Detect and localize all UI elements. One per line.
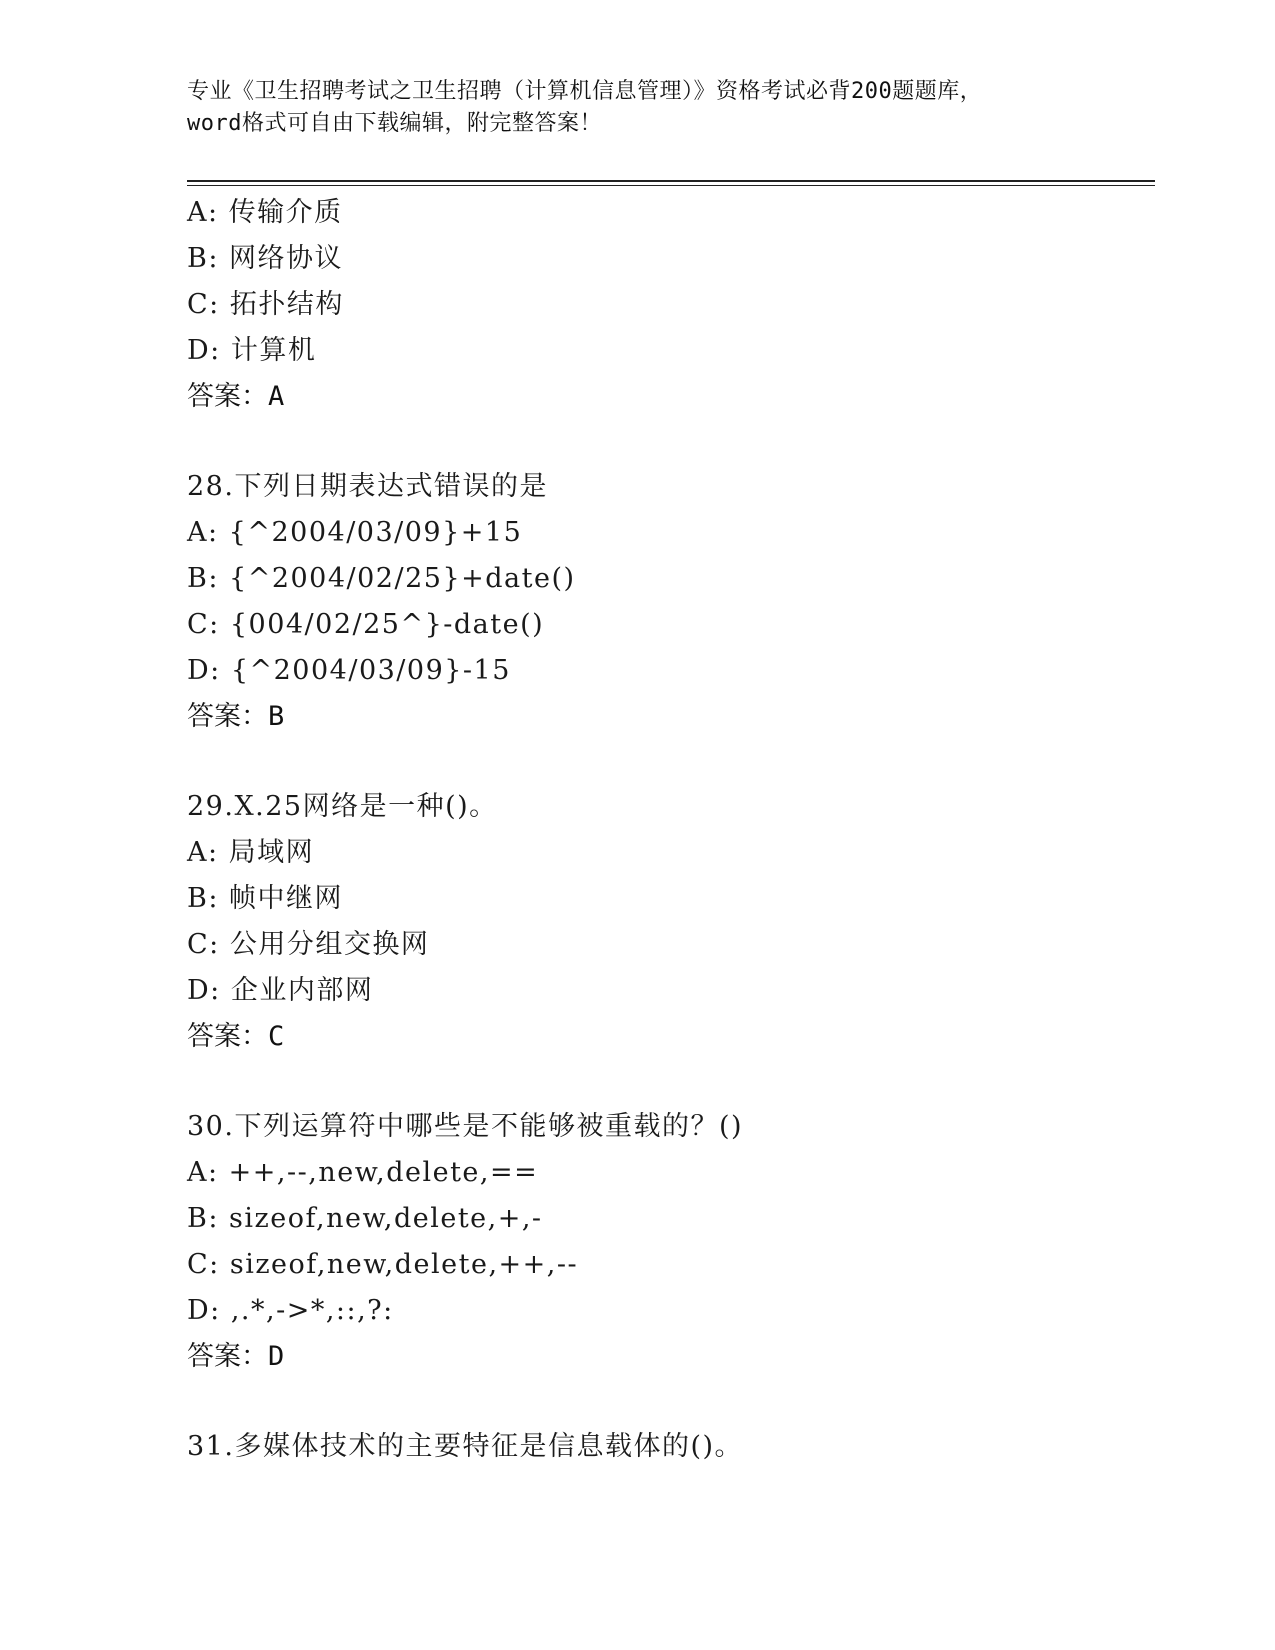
option-b: B: 帧中继网 bbox=[187, 883, 344, 914]
question-text: 30.下列运算符中哪些是不能够被重载的？() bbox=[187, 1111, 744, 1142]
option-c: C: sizeof,new,delete,++,-- bbox=[187, 1249, 579, 1280]
question-31 bbox=[187, 1424, 1155, 1470]
option-d: D: 企业内部网 bbox=[187, 975, 374, 1006]
option-a: A: 传输介质 bbox=[187, 197, 343, 228]
option-c: C: {004/02/25^}-date() bbox=[187, 609, 545, 640]
question-30 bbox=[187, 1104, 1155, 1380]
option-b: B: {^2004/02/25}+date() bbox=[187, 563, 576, 594]
question-text: 31.多媒体技术的主要特征是信息载体的()。 bbox=[187, 1431, 744, 1462]
document-header bbox=[187, 76, 1087, 140]
option-a: A: {^2004/03/09}+15 bbox=[187, 517, 523, 548]
option-a: A: 局域网 bbox=[187, 837, 315, 868]
question-27 bbox=[187, 190, 1155, 420]
question-text: 28.下列日期表达式错误的是 bbox=[187, 471, 548, 502]
question-29 bbox=[187, 784, 1155, 1060]
answer-line: 答案：C bbox=[187, 1021, 285, 1052]
header-line-1: 专业《卫生招聘考试之卫生招聘（计算机信息管理）》资格考试必背200题题库， bbox=[187, 79, 983, 104]
question-28 bbox=[187, 464, 1155, 740]
header-divider-thick bbox=[187, 180, 1155, 182]
question-list bbox=[187, 190, 1155, 1470]
option-a: A: ++,--,new,delete,== bbox=[187, 1157, 539, 1188]
answer-line: 答案：D bbox=[187, 1341, 285, 1372]
header-divider-thin bbox=[187, 185, 1155, 186]
option-d: D: {^2004/03/09}-15 bbox=[187, 655, 511, 686]
question-text: 29.X.25网络是一种()。 bbox=[187, 791, 498, 822]
option-d: D: 计算机 bbox=[187, 335, 317, 366]
answer-line: 答案：A bbox=[187, 381, 285, 412]
option-b: B: 网络协议 bbox=[187, 243, 344, 274]
header-line-2: word格式可自由下载编辑，附完整答案！ bbox=[187, 111, 602, 136]
answer-line: 答案：B bbox=[187, 701, 285, 732]
option-d: D: ,.*,->*,::,?: bbox=[187, 1295, 394, 1326]
option-c: C: 拓扑结构 bbox=[187, 289, 344, 320]
option-c: C: 公用分组交换网 bbox=[187, 929, 430, 960]
option-b: B: sizeof,new,delete,+,- bbox=[187, 1203, 543, 1234]
